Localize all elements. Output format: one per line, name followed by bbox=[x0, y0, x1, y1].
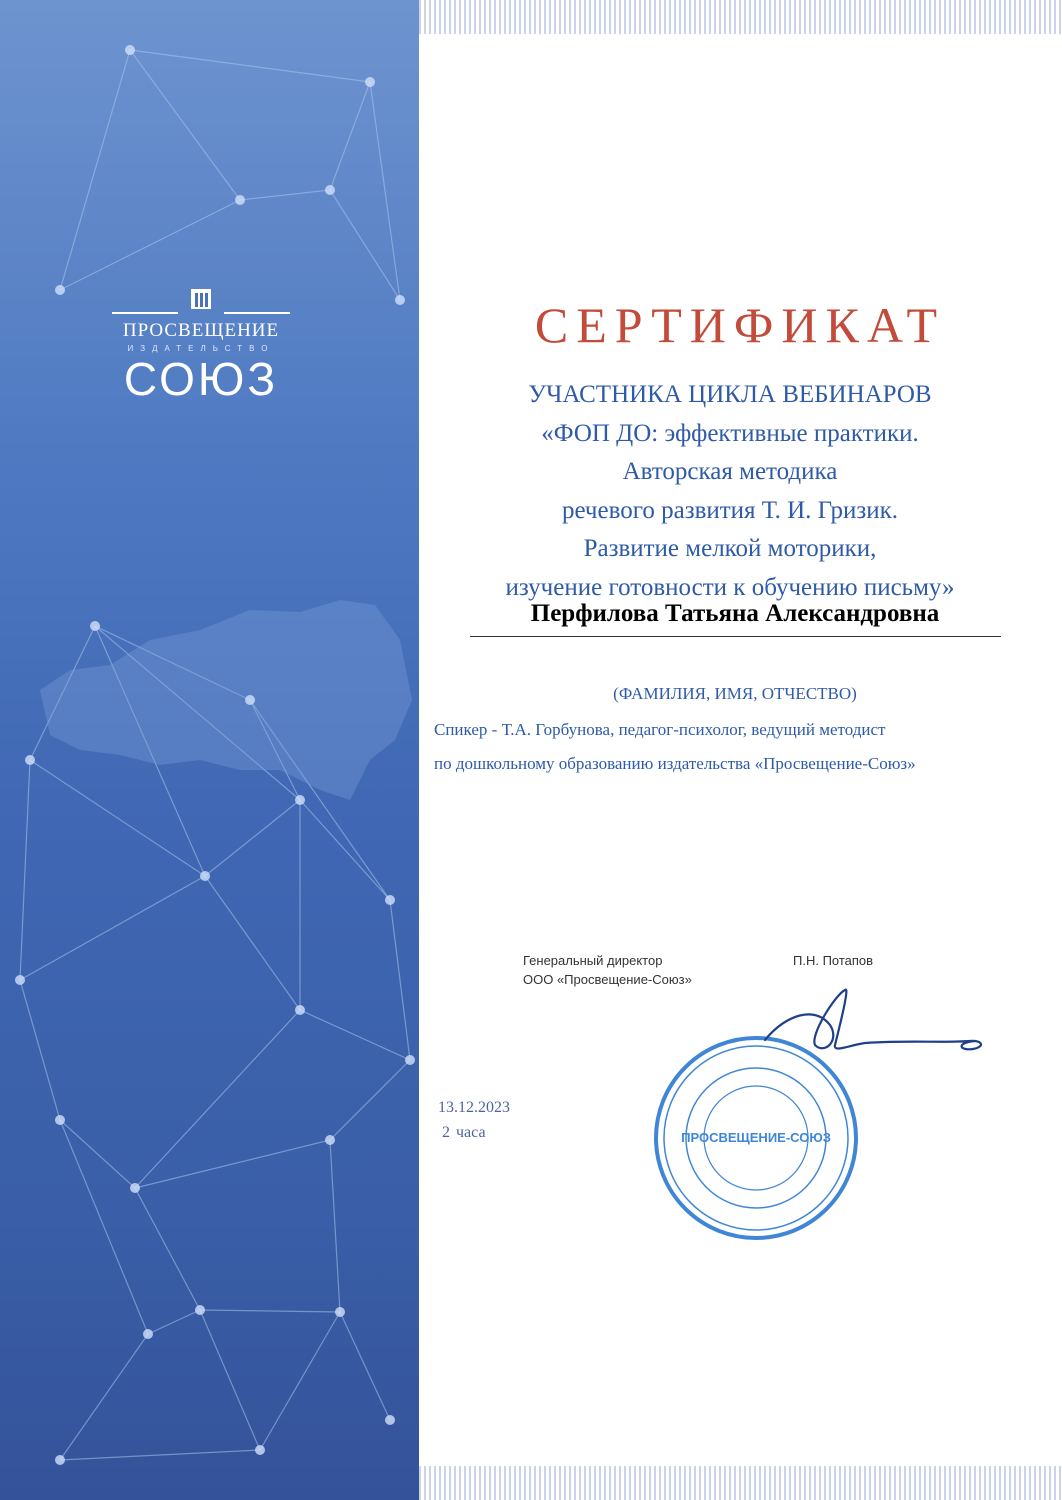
signatory-company: ООО «Просвещение-Союз» bbox=[523, 972, 692, 987]
course-line: УЧАСТНИКА ЦИКЛА ВЕБИНАРОВ bbox=[528, 381, 932, 408]
top-stripe-band bbox=[419, 0, 1062, 34]
network-edge bbox=[135, 1188, 200, 1310]
course-line: изучение готовности к обучению письму» bbox=[505, 573, 955, 601]
network-node bbox=[295, 795, 305, 805]
logo-rule-left bbox=[112, 312, 178, 314]
issue-date: 13.12.2023 bbox=[438, 1099, 510, 1116]
network-node bbox=[15, 975, 25, 985]
network-node bbox=[255, 1445, 265, 1455]
publisher-logo bbox=[112, 286, 290, 406]
network-node bbox=[195, 1305, 205, 1315]
network-edge bbox=[200, 1310, 340, 1312]
speaker-line: по дошкольному образованию издательства «Просвещение-Союз» bbox=[434, 754, 916, 773]
speaker-line: Спикер - Т.А. Горбунова, педагог-психолог, ведущий методист bbox=[434, 720, 886, 739]
participant-name: Перфилова Татьяна Александровна bbox=[530, 600, 940, 627]
network-node bbox=[55, 1115, 65, 1125]
director-signature bbox=[755, 985, 995, 1065]
network-edge bbox=[60, 1120, 148, 1334]
network-edge bbox=[60, 50, 130, 290]
network-node bbox=[365, 77, 375, 87]
signatory-name: П.Н. Потапов bbox=[793, 953, 874, 968]
hours-unit: часа bbox=[456, 1124, 486, 1141]
hours-value: 2 bbox=[442, 1124, 450, 1141]
name-underline bbox=[470, 636, 1001, 637]
signatory-position: Генеральный директор bbox=[523, 953, 663, 968]
network-edge bbox=[240, 190, 330, 200]
network-node bbox=[395, 295, 405, 305]
network-edge bbox=[60, 200, 240, 290]
network-edge bbox=[205, 800, 300, 876]
stamp-center-text: ПРОСВЕЩЕНИЕ-СОЮЗ bbox=[681, 1130, 831, 1145]
network-node bbox=[325, 1135, 335, 1145]
network-edge bbox=[300, 1010, 410, 1060]
logo-top-word: ПРОСВЕЩЕНИЕ bbox=[122, 320, 280, 341]
network-edge bbox=[330, 190, 400, 300]
network-node bbox=[245, 695, 255, 705]
network-node bbox=[385, 1415, 395, 1425]
network-edge bbox=[330, 1060, 410, 1140]
network-edge bbox=[330, 1140, 340, 1312]
network-edge bbox=[20, 980, 60, 1120]
network-node bbox=[405, 1055, 415, 1065]
network-node bbox=[235, 195, 245, 205]
network-node bbox=[385, 895, 395, 905]
logo-rule-right bbox=[224, 312, 290, 314]
network-edge bbox=[130, 50, 370, 82]
network-node bbox=[125, 45, 135, 55]
network-edge bbox=[20, 876, 205, 980]
network-node bbox=[325, 185, 335, 195]
course-line: «ФОП ДО: эффективные практики. bbox=[541, 419, 919, 447]
network-edge bbox=[130, 50, 240, 200]
network-node bbox=[130, 1183, 140, 1193]
certificate-title: СЕРТИФИКАТ bbox=[534, 297, 946, 353]
network-edge bbox=[200, 1310, 260, 1450]
building-icon bbox=[188, 286, 214, 312]
network-edge bbox=[390, 900, 410, 1060]
network-node bbox=[295, 1005, 305, 1015]
network-edge bbox=[60, 1334, 148, 1460]
network-edge bbox=[370, 82, 400, 300]
logo-main-word: СОЮЗ bbox=[123, 353, 279, 405]
network-edge bbox=[300, 800, 390, 900]
network-edge bbox=[330, 82, 370, 190]
network-node bbox=[90, 621, 100, 631]
name-caption: (ФАМИЛИЯ, ИМЯ, ОТЧЕСТВО) bbox=[613, 684, 857, 703]
logo-middle-word: ИЗДАТЕЛЬСТВО bbox=[127, 344, 275, 353]
course-hours bbox=[442, 1124, 486, 1142]
network-edge bbox=[148, 1310, 200, 1334]
course-line: Развитие мелкой моторики, bbox=[583, 535, 877, 562]
network-edge bbox=[135, 1140, 330, 1188]
course-line: Авторская методика bbox=[622, 458, 838, 485]
company-seal-stamp bbox=[652, 1034, 860, 1242]
network-edge bbox=[20, 760, 30, 980]
decorative-side-panel bbox=[0, 0, 419, 1500]
network-node bbox=[25, 755, 35, 765]
course-description bbox=[430, 376, 1030, 607]
network-edge bbox=[30, 760, 205, 876]
network-node bbox=[335, 1307, 345, 1317]
network-pattern-graphic bbox=[0, 0, 419, 1500]
network-node bbox=[143, 1329, 153, 1339]
network-node bbox=[55, 285, 65, 295]
network-node bbox=[200, 871, 210, 881]
network-edge bbox=[60, 1120, 135, 1188]
course-line: речевого развития Т. И. Гризик. bbox=[561, 496, 899, 524]
network-node bbox=[55, 1455, 65, 1465]
network-edge bbox=[340, 1312, 390, 1420]
bottom-stripe-band bbox=[419, 1466, 1062, 1500]
network-edge bbox=[60, 1450, 260, 1460]
network-edge bbox=[205, 876, 300, 1010]
network-edge bbox=[135, 1010, 300, 1188]
network-edge bbox=[260, 1312, 340, 1450]
